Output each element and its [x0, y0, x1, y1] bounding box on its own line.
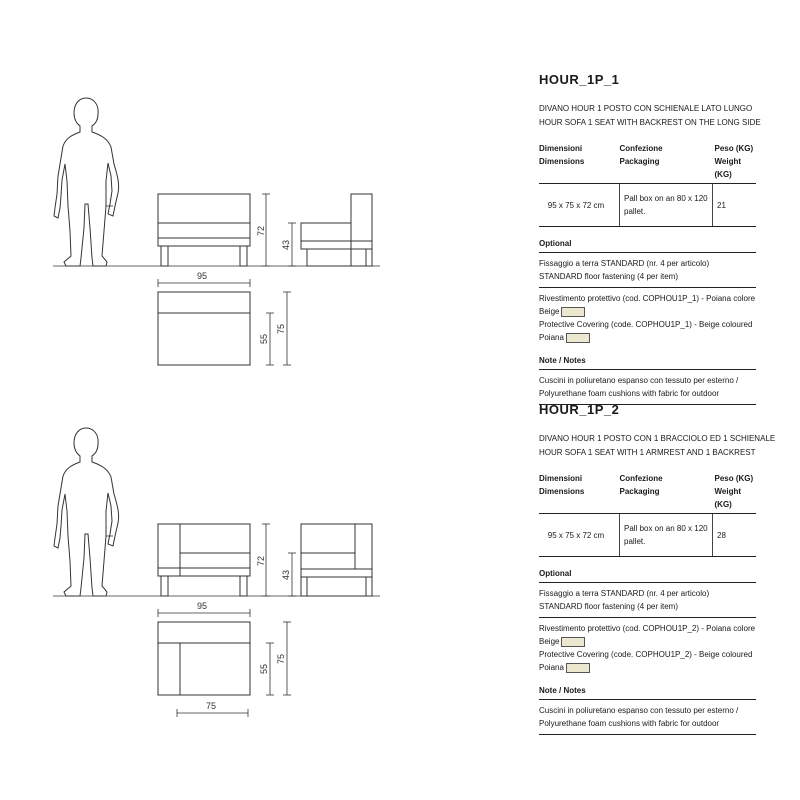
- dim-label-bottom-width: 75: [206, 701, 217, 711]
- dim-label-depth-inner: 55: [259, 663, 269, 674]
- dim-label-width: 95: [197, 601, 208, 611]
- description-en: HOUR SOFA 1 SEAT WITH 1 ARMREST AND 1 BACKREST: [539, 448, 756, 457]
- value-dimensions: 95 x 75 x 72 cm: [539, 184, 620, 227]
- dim-label-height: 72: [256, 555, 266, 566]
- header-packaging: Confezione Packaging: [620, 138, 713, 184]
- beige-swatch: [566, 333, 590, 343]
- value-weight: 21: [713, 184, 757, 227]
- header-weight: Peso (KG) Weight (KG): [713, 468, 757, 514]
- protective-covering-option: Rivestimento protettivo (cod. COPHOU1P_1) - Poiana colore Beige Protective Covering (code. COPHOU1P_1) - Beige coloured Poiana: [539, 294, 756, 342]
- product-description: [539, 102, 761, 130]
- value-packaging: Pall box on an 80 x 120 pallet.: [620, 514, 713, 557]
- header-dimensions: Dimensioni Dimensions: [539, 468, 620, 514]
- description-en: HOUR SOFA 1 SEAT WITH BACKREST ON THE LONG SIDE: [539, 118, 761, 127]
- dim-label-seat-height: 43: [281, 569, 291, 580]
- header-weight: Peso (KG) Weight (KG): [713, 138, 757, 184]
- value-weight: 28: [713, 514, 757, 557]
- human-figure: [54, 428, 119, 596]
- product-2-drawings: [53, 428, 380, 717]
- specs-table: [539, 468, 756, 557]
- product-spec-2: [539, 402, 776, 735]
- value-packaging: Pall box on an 80 x 120 pallet.: [620, 184, 713, 227]
- dim-label-width: 95: [197, 271, 208, 281]
- dim-label-depth-inner: 55: [259, 333, 269, 344]
- protective-covering-option: Rivestimento protettivo (cod. COPHOU1P_2) - Poiana colore Beige Protective Covering (code. COPHOU1P_2) - Beige coloured Poiana: [539, 624, 756, 672]
- beige-swatch: [561, 637, 585, 647]
- floor-fastening-option: Fissaggio a terra STANDARD (nr. 4 per articolo) STANDARD floor fastening (4 per item): [539, 583, 756, 618]
- sofa-side-view: [301, 524, 372, 596]
- sofa-side-view: [301, 194, 372, 266]
- sofa-front-view: [158, 194, 250, 266]
- description-it: DIVANO HOUR 1 POSTO CON SCHIENALE LATO LUNGO: [539, 104, 753, 113]
- sofa-plan-view: [158, 622, 250, 695]
- product-spec-1: [539, 72, 761, 405]
- optional-heading: Optional: [539, 227, 756, 253]
- dim-label-seat-height: 43: [281, 239, 291, 250]
- human-figure: [54, 98, 119, 266]
- beige-swatch: [561, 307, 585, 317]
- sofa-plan-view: [158, 292, 250, 365]
- value-dimensions: 95 x 75 x 72 cm: [539, 514, 620, 557]
- header-packaging: Confezione Packaging: [620, 468, 713, 514]
- dim-label-depth-outer: 75: [276, 323, 286, 334]
- specs-table: [539, 138, 756, 227]
- product-code: HOUR_1P_1: [539, 72, 620, 87]
- sofa-front-view: [158, 524, 250, 596]
- floor-fastening-option: Fissaggio a terra STANDARD (nr. 4 per articolo) STANDARD floor fastening (4 per item): [539, 253, 756, 288]
- dim-label-depth-outer: 75: [276, 653, 286, 664]
- notes-text: Cuscini in poliuretano espanso con tessuto per esterno / Polyurethane foam cushions with fabric for outdoor: [539, 700, 756, 735]
- notes-heading: Note / Notes: [539, 348, 756, 370]
- product-1-drawings: [53, 98, 380, 365]
- product-code: HOUR_1P_2: [539, 402, 620, 417]
- optional-heading: Optional: [539, 557, 756, 583]
- dim-label-height: 72: [256, 225, 266, 236]
- beige-swatch: [566, 663, 590, 673]
- product-description: [539, 432, 776, 460]
- notes-text: Cuscini in poliuretano espanso con tessuto per esterno / Polyurethane foam cushions with fabric for outdoor: [539, 370, 756, 405]
- header-dimensions: Dimensioni Dimensions: [539, 138, 620, 184]
- description-it: DIVANO HOUR 1 POSTO CON 1 BRACCIOLO ED 1 SCHIENALE: [539, 434, 776, 443]
- notes-heading: Note / Notes: [539, 678, 756, 700]
